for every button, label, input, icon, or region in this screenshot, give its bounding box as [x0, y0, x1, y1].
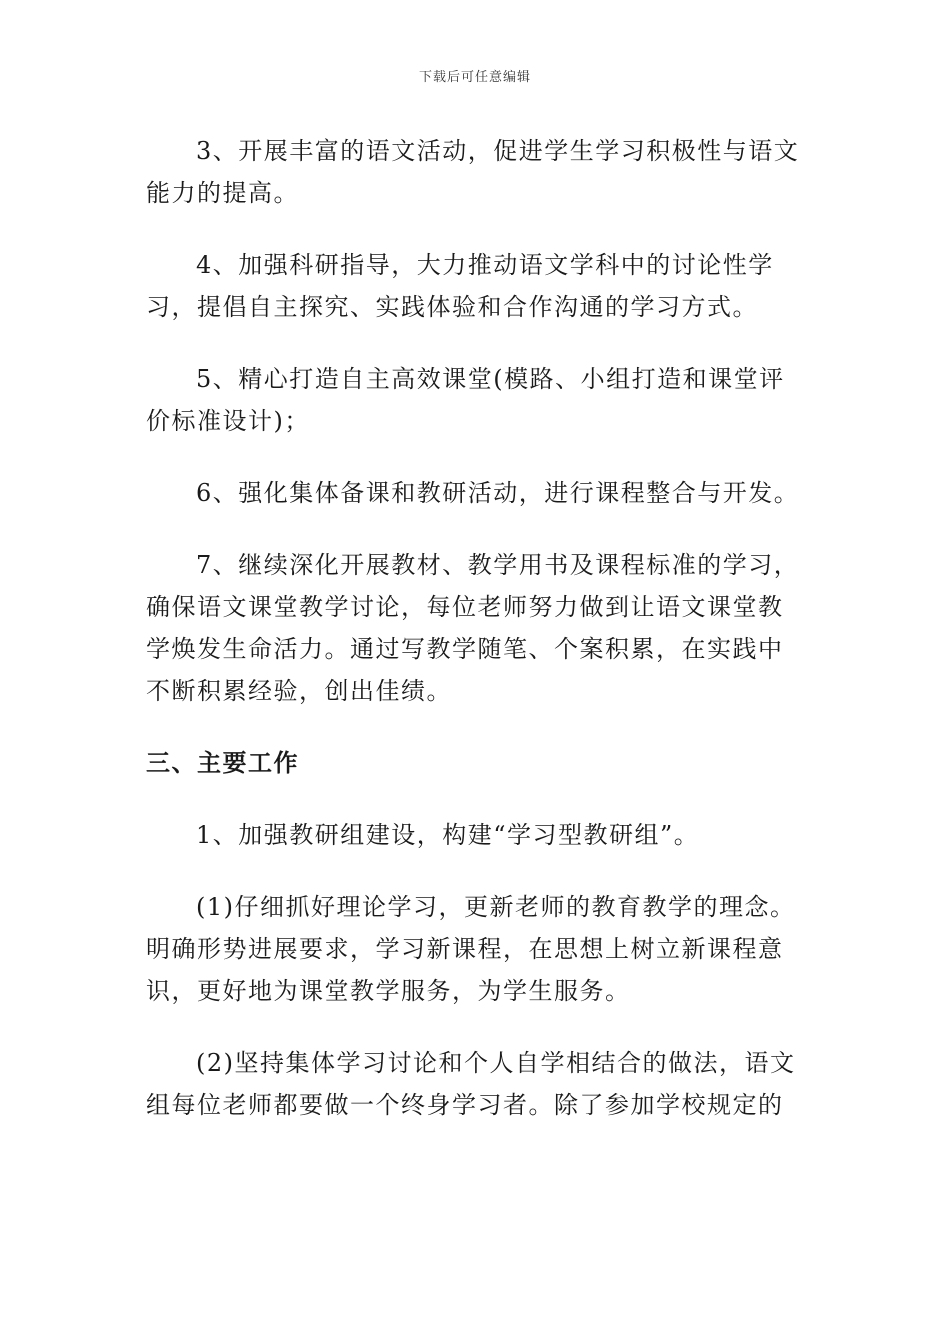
paragraph-item-5: 5、精心打造自主高效课堂(模路、小组打造和课堂评价标准设计)；: [146, 365, 785, 435]
section-paragraph-sub-2: (2)坚持集体学习讨论和个人自学相结合的做法，语文组每位老师都要做一个终身学习者。除了参加学校规定的: [146, 1049, 796, 1119]
section-paragraph-sub-1: (1)仔细抓好理论学习，更新老师的教育教学的理念。明确形势进展要求，学习新课程，在思想上树立新课程意识，更好地为课堂教学服务，为学生服务。: [146, 893, 796, 1005]
section-heading-main-work: 三、主要工作: [146, 748, 299, 777]
paragraph-item-3: 3、开展丰富的语文活动，促进学生学习积极性与语文能力的提高。: [146, 137, 800, 207]
paragraph-item-7: 7、继续深化开展教材、教学用书及课程标准的学习，确保语文课堂教学讨论，每位老师努力做到让语文课堂教学焕发生命活力。通过写教学随笔、个案积累，在实践中不断积累经验，创出佳绩。: [146, 551, 800, 705]
section-paragraph-1: 1、加强教研组建设，构建“学习型教研组”。: [196, 821, 700, 849]
paragraph-item-4: 4、加强科研指导，大力推动语文学科中的讨论性学习，提倡自主探究、实践体验和合作沟通的学习方式。: [146, 251, 774, 321]
paragraph-item-6: 6、强化集体备课和教研活动，进行课程整合与开发。: [196, 479, 800, 507]
document-body: [146, 130, 806, 1156]
page-header: 下载后可任意编辑: [418, 70, 531, 85]
